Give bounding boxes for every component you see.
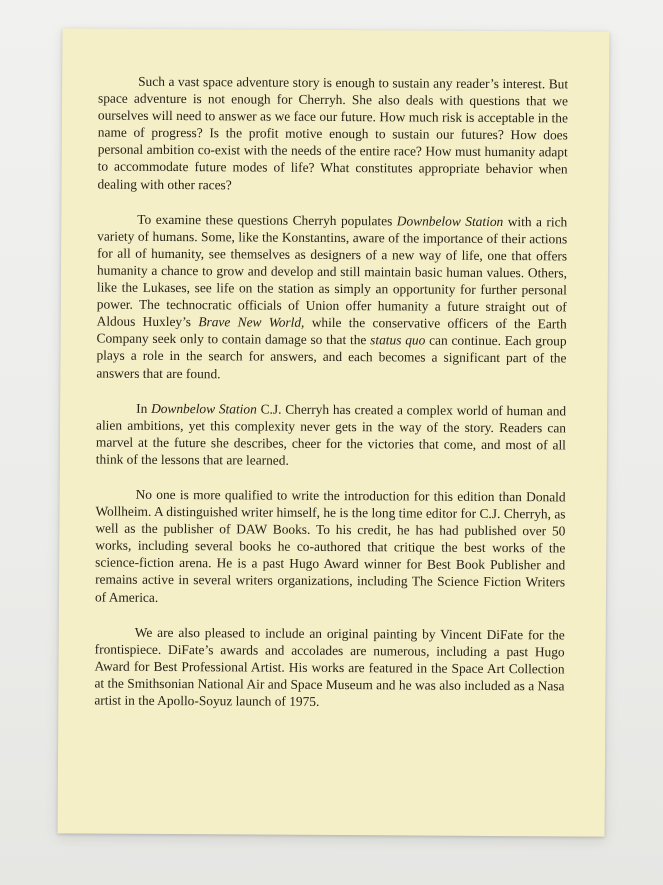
text-run: Such a vast space adventure story is enough to sustain any reader’s interest. But space adventure is not enough for Cherryh. She also deals with questions that we ourselves will need to answer as we face our future. How much risk is acceptable in the name of progress? Is the profit motive enough to sustain our futures? How does personal ambition co-exist with the needs of the entire race? How must humanity adapt to accommodate future modes of life? What constitutes appropriate behavior when dealing with other races? — [97, 73, 569, 192]
paragraph-3 — [96, 399, 566, 470]
text-run: In — [136, 400, 152, 416]
text-run: with a rich variety of humans. Some, like the Konstantins, aware of the importance of their actions for all of humanity, see themselves as designers of a new way of life, one that offers humanity a chance to grow and develop and still maintain basic human values. Others, like the Lukases, see life on the station as simply an opportunity for further personal power. The technocratic officials of Union offer humanity a future straight out of Aldous Huxley’s — [96, 213, 568, 330]
book-title-italic: Brave New World, — [198, 314, 305, 331]
text-run: while the conservative officers of the Earth Company seek only to contain damage so that the — [96, 315, 567, 348]
text-run: can continue. Each group plays a role in the search for answers, and each becomes a significant part of the answers that are found. — [96, 332, 567, 381]
text-run: No one is more qualified to write the introduction for this edition than Donald Wollheim. A distinguished writer himself, he is the long time editor for C.J. Cherryh, as well as the publisher of DAW Books. To his credit, he has had published over 50 works, including several books he co-authored that critique the best works of the science-fiction arena. He is a past Hugo Award winner for Best Book Publisher and remains active in several writers organizations, including The Science Fiction Writers of America. — [94, 486, 566, 605]
body-text — [94, 73, 568, 712]
phrase-italic: status quo — [370, 332, 426, 348]
paragraph-1 — [97, 73, 568, 196]
book-title-italic: Downbelow Station — [151, 400, 257, 417]
page-sheet — [58, 28, 610, 836]
book-title-italic: Downbelow Station — [396, 213, 504, 229]
paragraph-5 — [94, 623, 565, 711]
paragraph-4 — [95, 486, 566, 609]
text-run: To examine these questions Cherryh populates — [137, 211, 397, 229]
paragraph-2 — [96, 210, 567, 384]
text-run: We are also pleased to include an original painting by Vincent DiFate for the frontispiece. DiFate’s awards and accolades are numerous, including a past Hugo Award for Best Professional Artist. His works are featured in the Space Art Collection at the Smithsonian National Air and Space Museum and he was also included as a Nasa artist in the Apollo-Soyuz launch of 1975. — [94, 624, 565, 709]
text-run: C.J. Cherryh has created a complex world of human and alien ambitions, yet this complexity never gets in the way of the story. Readers can marvel at the future she describes, cheer for the victories that come, and most of all think of the lessons that are learned. — [95, 401, 567, 468]
